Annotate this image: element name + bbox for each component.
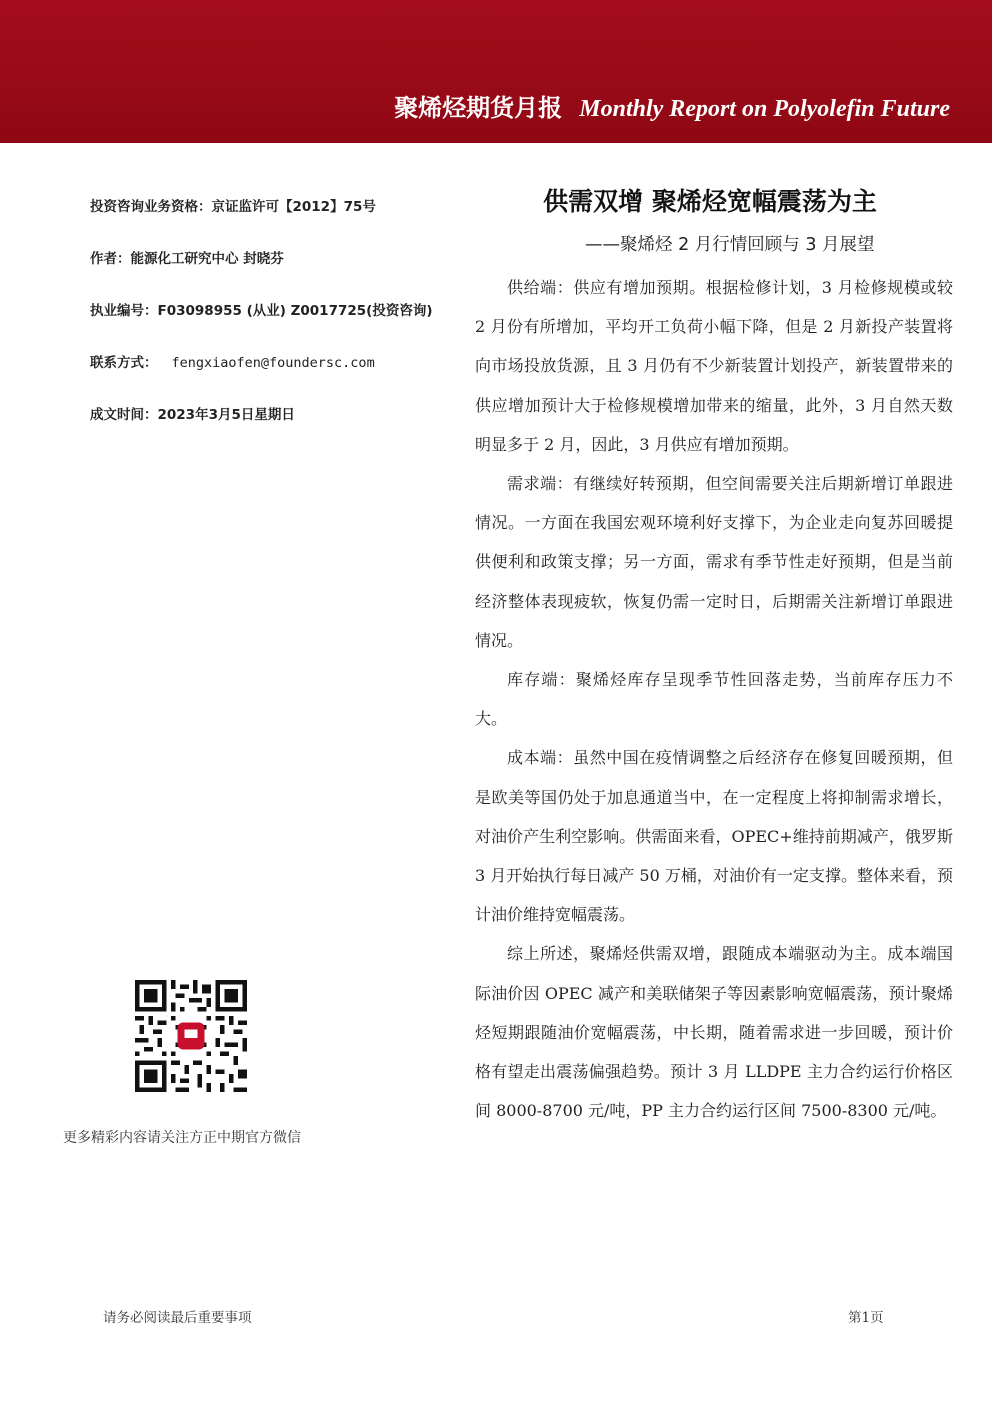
paragraph-inventory: 库存端：聚烯烃库存呈现季节性回落走势，当前库存压力不大。 <box>475 670 953 729</box>
paragraph-cost: 成本端：虽然中国在疫情调整之后经济存在修复回暖预期，但是欧美等国仍处于加息通道当中，在一定程度上将抑制需求增长，对油价产生利空影响。供需面来看，OPEC+维持前期减产，俄罗斯 3 月开始执行每日减产 50 万桶，对油价有一定支撑。整体来看，预计油价维持宽幅震荡。 <box>475 748 953 925</box>
footer-notice: 请务必阅读最后重要事项 <box>103 1310 252 1326</box>
page-number: 第1页 <box>848 1310 884 1326</box>
author: 作者：能源化工研究中心 封晓芬 <box>90 251 284 267</box>
report-title-en: Monthly Report on Polyolefin Future <box>579 96 950 122</box>
contact <box>90 352 470 404</box>
paragraph-supply: 供给端：供应有增加预期。根据检修计划，3 月检修规模或较 2 月份有所增加，平均开工负荷小幅下降，但是 2 月新投产装置将向市场投放货源，且 3 月仍有不少新装置计划投产，新装置带来的供应增加预计大于检修规模增加带来的缩量，此外，3 月自然天数明显多于 2 月，因此，3 月供应有增加预期。 <box>475 278 953 454</box>
paragraph-summary: 综上所述，聚烯烃供需双增，跟随成本端驱动为主。成本端国际油价因 OPEC 减产和美联储架子等因素影响宽幅震荡，预计聚烯烃短期跟随油价宽幅震荡，中长期，随着需求进一步回暖，预计价格有望走出震荡偏强趋势。预计 3 月 LLDPE 主力合约运行价格区间 8000-8700 元/吨，PP 主力合约运行区间 7500-8300 元/吨。 <box>475 944 953 1121</box>
article-subtitle: ——聚烯烃 2 月行情回顾与 3 月展望 <box>585 235 875 255</box>
license-number: 执业编号：F03098955 (从业) Z0017725(投资咨询) <box>90 303 433 319</box>
contact-email[interactable]: fengxiaofen@foundersc.com <box>171 355 375 371</box>
contact-label: 联系方式： <box>90 355 158 371</box>
publish-date: 成文时间：2023年3月5日星期日 <box>90 407 295 423</box>
qualification: 投资咨询业务资格：京证监许可【2012】75号 <box>90 199 376 215</box>
article-title: 供需双增 聚烯烃宽幅震荡为主 <box>543 187 877 216</box>
paragraph-demand: 需求端：有继续好转预期，但空间需要关注后期新增订单跟进情况。一方面在我国宏观环境利好支撑下，为企业走向复苏回暖提供便利和政策支撑；另一方面，需求有季节性走好预期，但是当前经济整体表现疲软，恢复仍需一定时日，后期需关注新增订单跟进情况。 <box>475 474 953 650</box>
qr-code-icon <box>135 980 247 1092</box>
report-title-cn: 聚烯烃期货月报 <box>394 94 563 122</box>
article-body <box>475 268 953 1130</box>
report-meta <box>90 196 470 456</box>
header-banner <box>0 0 992 143</box>
qr-caption: 更多精彩内容请关注方正中期官方微信 <box>63 1130 301 1146</box>
report-title <box>394 88 950 123</box>
